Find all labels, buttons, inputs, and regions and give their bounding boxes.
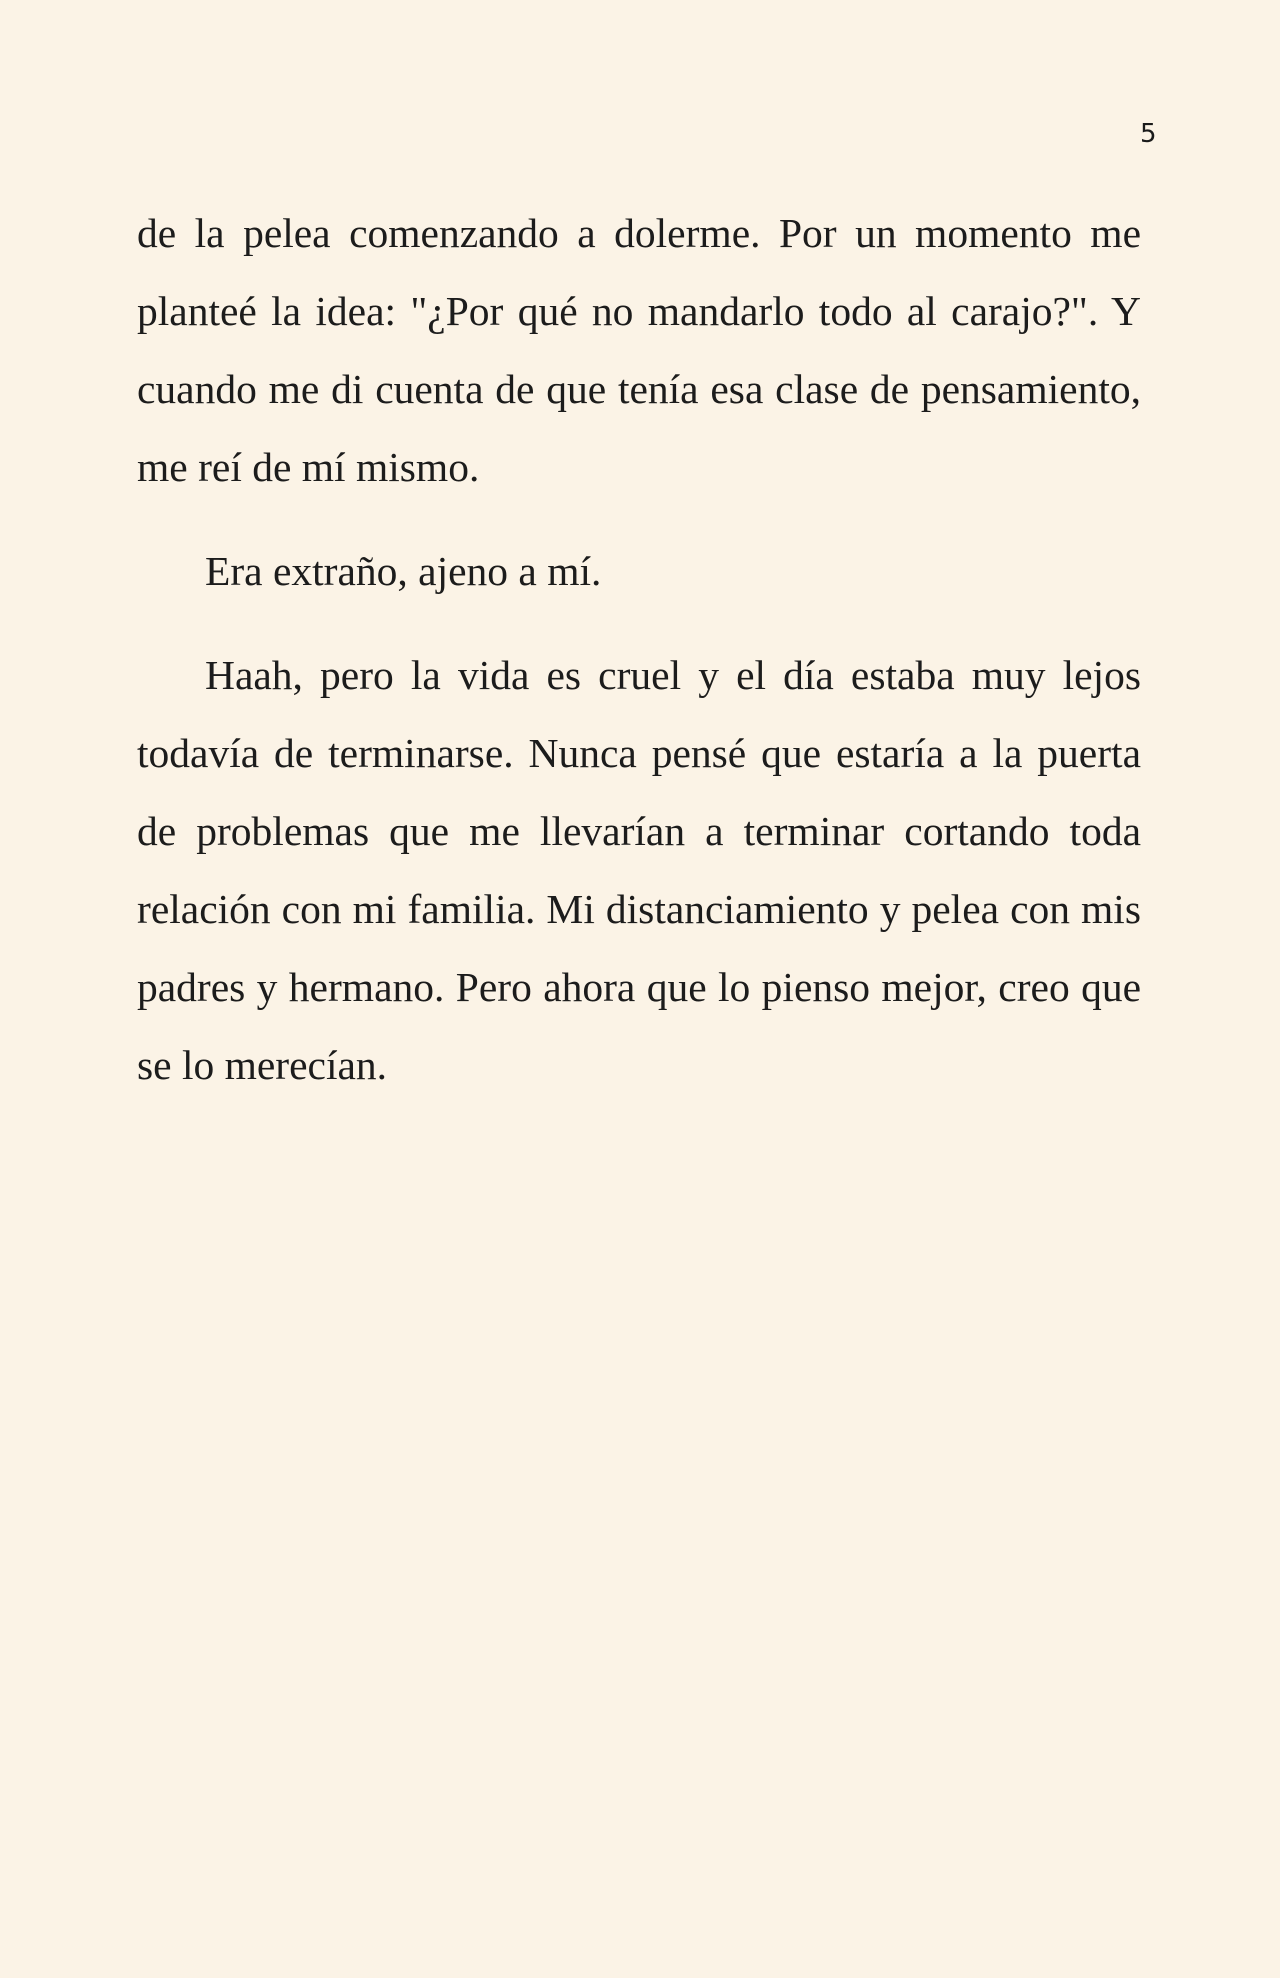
body-text — [137, 194, 1141, 1130]
paragraph-long: Haah, pero la vida es cruel y el día estaba muy lejos todavía de terminarse. Nunca pensé que estaría a la puerta de problemas que me llevarían a terminar cortando toda relación con mi familia. Mi distanciamiento y pelea con mis padres y hermano. Pero ahora que lo pienso mejor, creo que se lo merecían. — [137, 652, 1141, 1088]
paragraph-short: Era extraño, ajeno a mí. — [205, 548, 602, 594]
paragraph-continuation: de la pelea comenzando a dolerme. Por un momento me planteé la idea: "¿Por qué no mandarlo todo al carajo?". Y cuando me di cuenta de que tenía esa clase de pensamiento, me reí de mí mismo. — [137, 210, 1141, 490]
page-number: 5 — [1140, 119, 1157, 149]
